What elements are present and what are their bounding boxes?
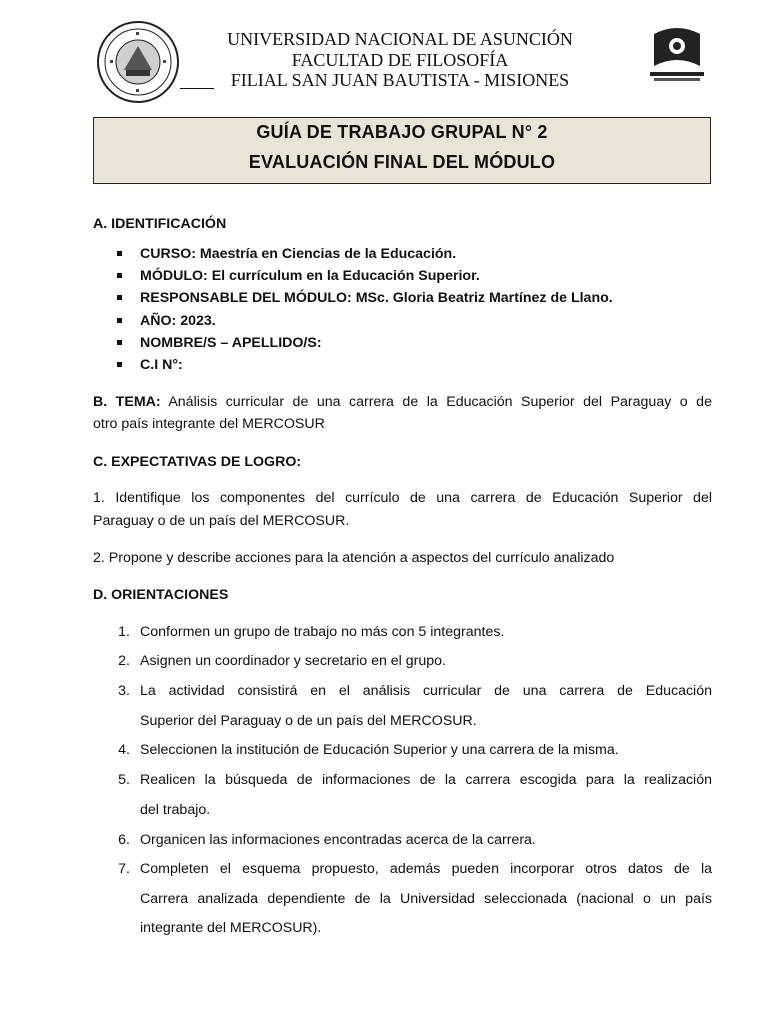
section-a-heading: A. IDENTIFICACIÓN <box>93 216 227 232</box>
orientation-number: 6. <box>118 832 130 848</box>
orientation-number: 5. <box>118 772 130 788</box>
title-box <box>93 117 711 184</box>
orientation-item-continued: del trabajo. <box>140 802 211 818</box>
orientation-item: Conformen un grupo de trabajo no más con 5 integrantes. <box>140 624 505 640</box>
identification-item: MÓDULO: El currículum en la Educación Superior. <box>140 268 480 284</box>
section-c-heading: C. EXPECTATIVAS DE LOGRO: <box>93 454 302 470</box>
identification-item: AÑO: 2023. <box>140 313 216 329</box>
objective-1-line-1: 1. Identifique los componentes del currículo de una carrera de Educación Superior del <box>93 490 712 506</box>
objective-2: 2. Propone y describe acciones para la atención a aspectos del currículo analizado <box>93 550 615 566</box>
bullet-icon <box>117 340 122 345</box>
section-d-heading: D. ORIENTACIONES <box>93 587 229 603</box>
university-name: UNIVERSIDAD NACIONAL DE ASUNCIÓN <box>227 29 573 49</box>
orientation-number: 4. <box>118 742 130 758</box>
identification-item: NOMBRE/S – APELLIDO/S: <box>140 335 322 351</box>
orientation-item-continued: Carrera analizada dependiente de la Universidad seleccionada (nacional o un país <box>140 891 712 907</box>
faculty-name: FACULTAD DE FILOSOFÍA <box>291 50 509 70</box>
document-title: GUÍA DE TRABAJO GRUPAL N° 2 <box>256 122 548 142</box>
orientation-number: 1. <box>118 624 130 640</box>
orientation-item: Seleccionen la institución de Educación Superior y una carrera de la misma. <box>140 742 619 758</box>
orientation-item: Asignen un coordinador y secretario en el grupo. <box>140 653 447 669</box>
identification-item: RESPONSABLE DEL MÓDULO: MSc. Gloria Beatriz Martínez de Llano. <box>140 290 613 306</box>
university-seal-icon <box>96 20 180 104</box>
section-b-text: Análisis curricular de una carrera de la Educación Superior del Paraguay o de <box>168 394 712 410</box>
orientation-item: Realicen la búsqueda de informaciones de la carrera escogida para la realización <box>140 772 712 788</box>
orientation-item: Completen el esquema propuesto, además pueden incorporar otros datos de la <box>140 861 712 877</box>
orientation-item-continued: Superior del Paraguay o de un país del MERCOSUR. <box>140 713 477 729</box>
identification-item: C.I N°: <box>140 357 183 373</box>
orientation-number: 2. <box>118 653 130 669</box>
orientation-number: 3. <box>118 683 130 699</box>
faculty-emblem-icon <box>644 14 710 84</box>
objective-1-line-2: Paraguay o de un país del MERCOSUR. <box>93 513 350 529</box>
branch-name: FILIAL SAN JUAN BAUTISTA - MISIONES <box>230 70 570 90</box>
section-b-line-2: otro país integrante del MERCOSUR <box>93 416 325 432</box>
section-b-line-1 <box>93 393 712 411</box>
orientation-item: Organicen las informaciones encontradas acerca de la carrera. <box>140 832 536 848</box>
document-subtitle: EVALUACIÓN FINAL DEL MÓDULO <box>248 152 556 172</box>
orientation-number: 7. <box>118 861 130 877</box>
identification-item: CURSO: Maestría en Ciencias de la Educación. <box>140 246 457 262</box>
bullet-icon <box>117 362 122 367</box>
header-underline <box>180 88 214 89</box>
orientation-item-continued: integrante del MERCOSUR). <box>140 920 322 936</box>
bullet-icon <box>117 295 122 300</box>
bullet-icon <box>117 273 122 278</box>
section-b-label: B. TEMA: <box>93 394 161 410</box>
orientation-item: La actividad consistirá en el análisis curricular de una carrera de Educación <box>140 683 712 699</box>
bullet-icon <box>117 318 122 323</box>
bullet-icon <box>117 251 122 256</box>
